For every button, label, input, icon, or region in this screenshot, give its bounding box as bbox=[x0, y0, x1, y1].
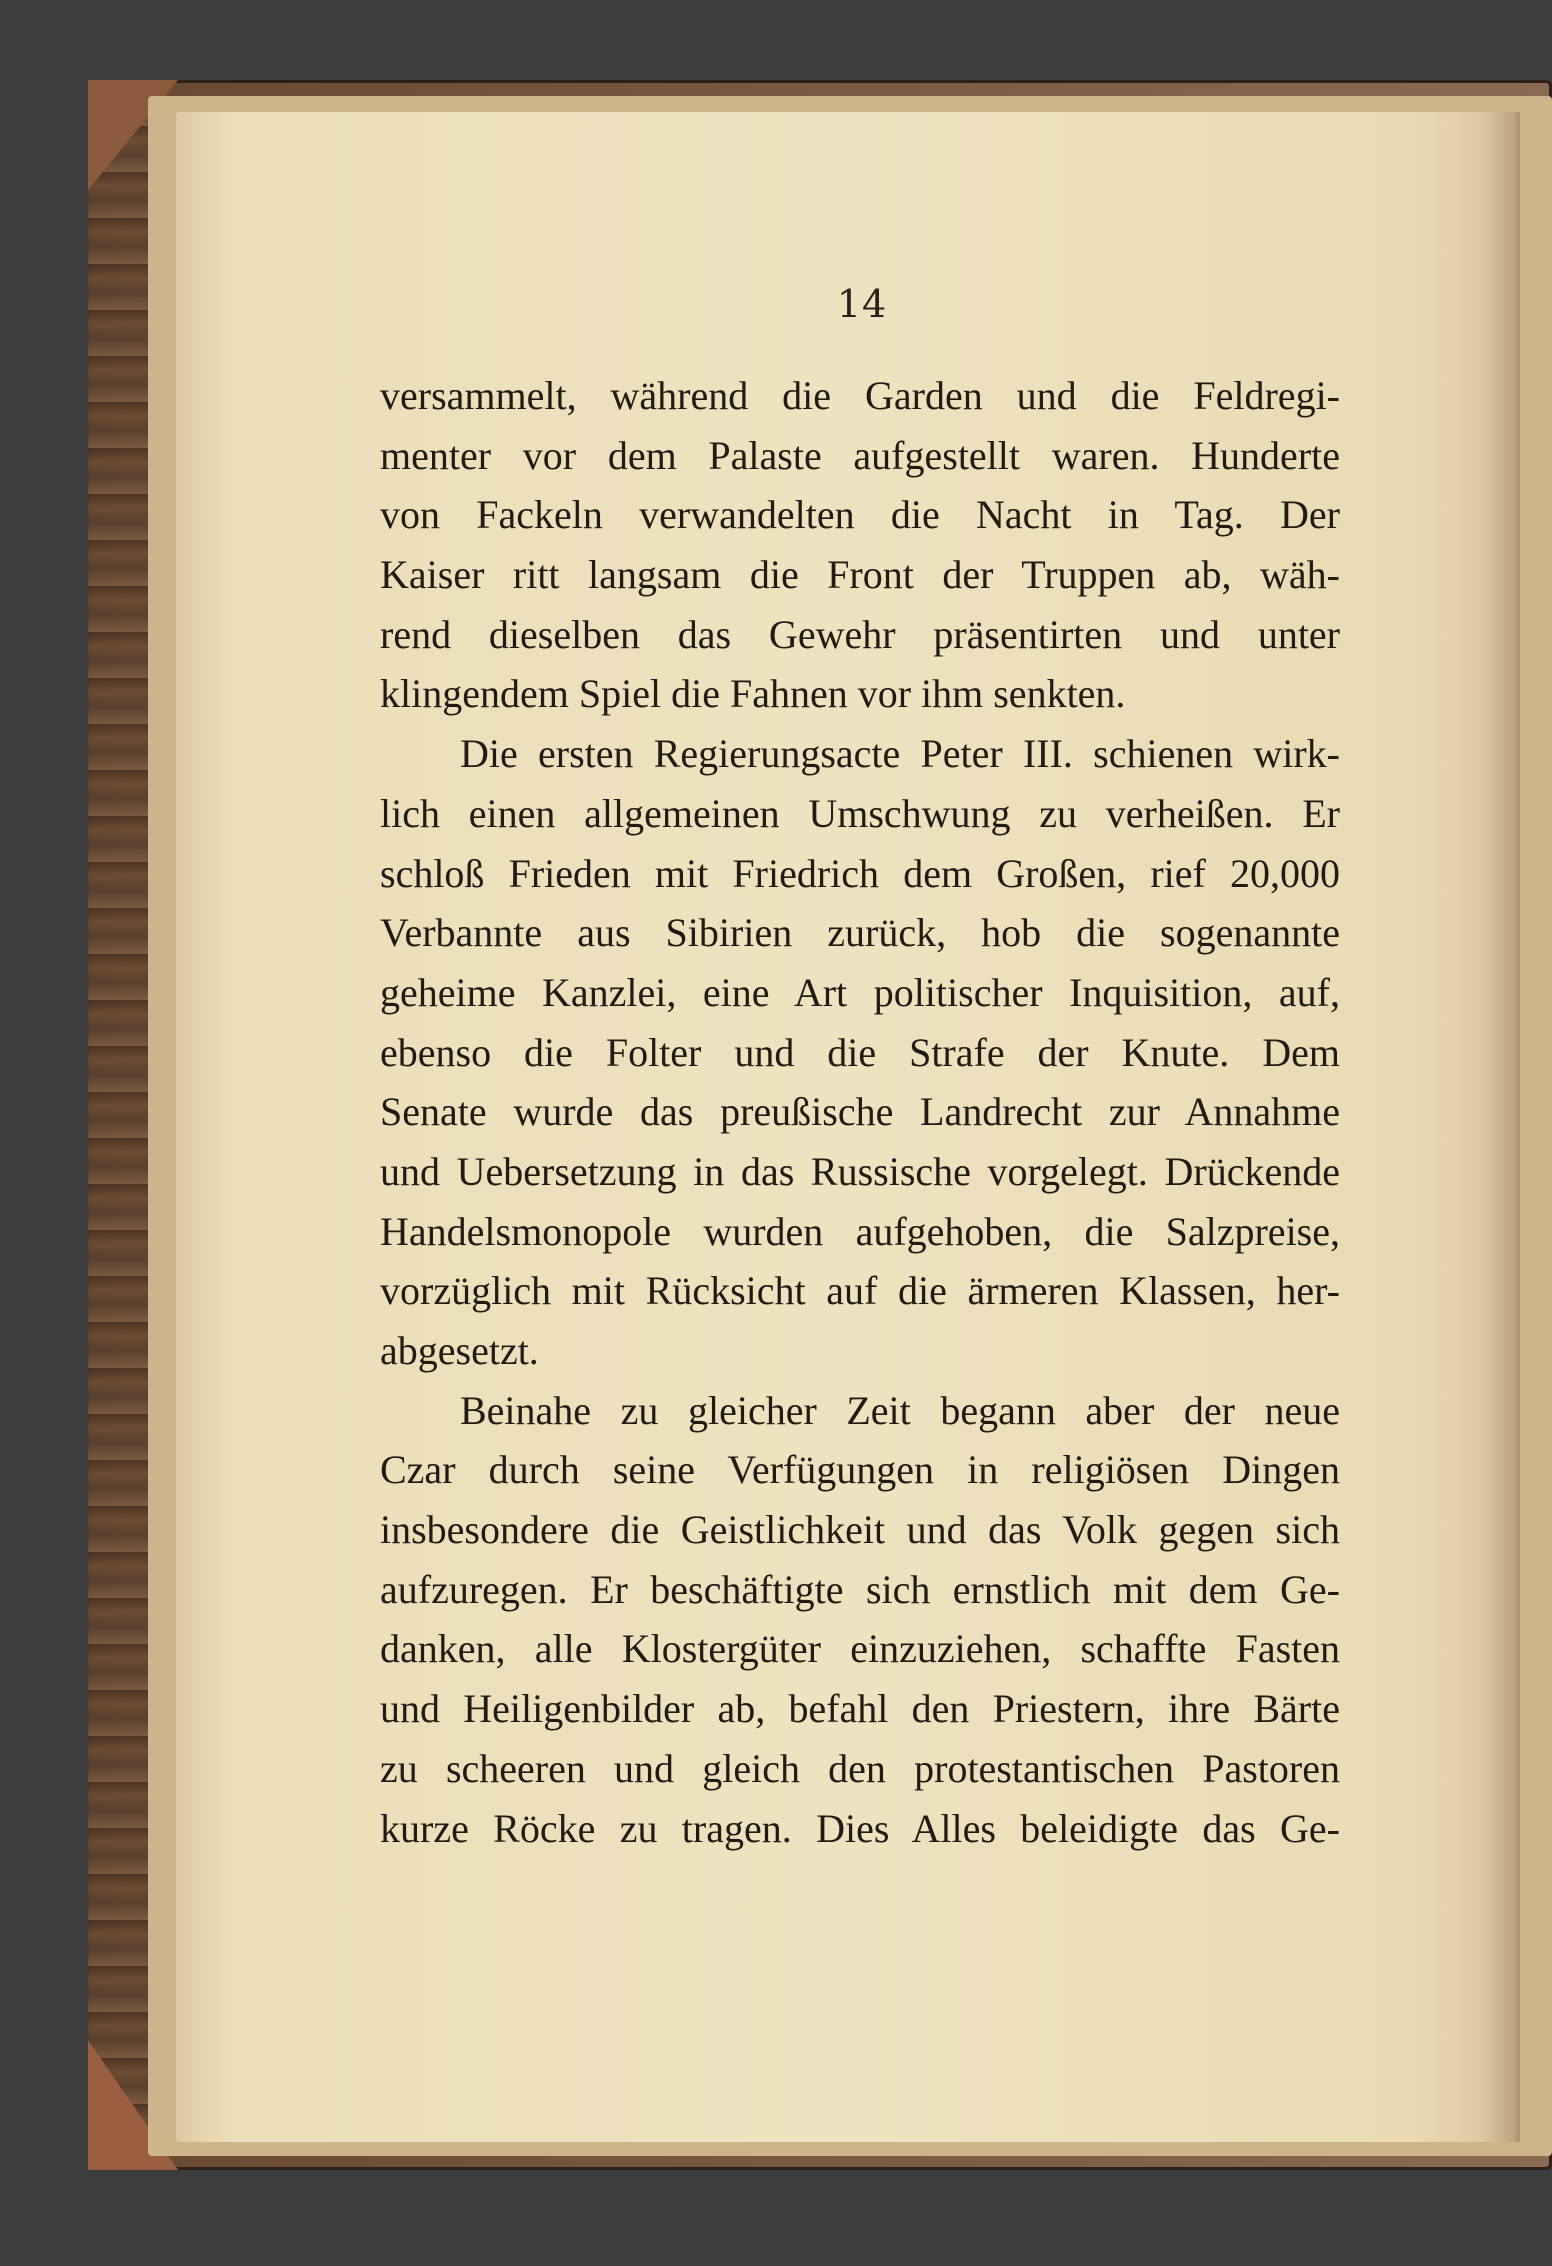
text-line: klingendem Spiel die Fahnen vor ihm senkten. bbox=[380, 671, 1126, 717]
text-line: Verbannte aus Sibirien zurück, hob die sogenannte bbox=[380, 910, 1340, 956]
text-line: insbesondere die Geistlichkeit und das Volk gegen sich bbox=[380, 1507, 1340, 1553]
text-line: von Fackeln verwandelten die Nacht in Tag. Der bbox=[380, 492, 1340, 538]
text-line: aufzuregen. Er beschäftigte sich ernstlich mit dem Ge- bbox=[380, 1566, 1340, 1612]
text-line: kurze Röcke zu tragen. Dies Alles beleidigte das Ge- bbox=[380, 1805, 1340, 1851]
page-number: 14 bbox=[836, 282, 888, 326]
text-line: zu scheeren und gleich den protestantischen Pastoren bbox=[380, 1745, 1340, 1791]
body-text bbox=[380, 366, 1340, 1858]
text-line: Handelsmonopole wurden aufgehoben, die Salzpreise, bbox=[380, 1208, 1340, 1254]
gutter-shadow bbox=[1480, 112, 1520, 2142]
text-line: ebenso die Folter und die Strafe der Knute. Dem bbox=[380, 1029, 1340, 1075]
text-line: vorzüglich mit Rücksicht auf die ärmeren Klassen, her- bbox=[380, 1268, 1340, 1314]
text-line: versammelt, während die Garden und die Feldregi- bbox=[380, 373, 1340, 418]
text-line: menter vor dem Palaste aufgestellt waren. Hunderte bbox=[380, 432, 1340, 478]
text-line: rend dieselben das Gewehr präsentirten und unter bbox=[380, 611, 1340, 657]
text-line: abgesetzt. bbox=[380, 1328, 539, 1373]
text-line: Senate wurde das preußische Landrecht zur Annahme bbox=[380, 1089, 1340, 1135]
text-line: lich einen allgemeinen Umschwung zu verheißen. Er bbox=[380, 790, 1340, 836]
text-line: Die ersten Regierungsacte Peter III. schienen wirk- bbox=[460, 731, 1340, 777]
text-line: und Heiligenbilder ab, befahl den Priestern, ihre Bärte bbox=[380, 1686, 1340, 1732]
text-line: Beinahe zu gleicher Zeit begann aber der neue bbox=[460, 1387, 1340, 1433]
text-line: Czar durch seine Verfügungen in religiösen Dingen bbox=[380, 1447, 1340, 1493]
text-line: danken, alle Klostergüter einzuziehen, schaffte Fasten bbox=[380, 1626, 1340, 1672]
text-line: schloß Frieden mit Friedrich dem Großen, rief 20,000 bbox=[380, 850, 1340, 896]
text-line: und Uebersetzung in das Russische vorgelegt. Drückende bbox=[380, 1148, 1340, 1194]
text-line: Kaiser ritt langsam die Front der Truppen ab, wäh- bbox=[380, 552, 1340, 598]
text-line: geheime Kanzlei, eine Art politischer Inquisition, auf, bbox=[380, 969, 1340, 1015]
